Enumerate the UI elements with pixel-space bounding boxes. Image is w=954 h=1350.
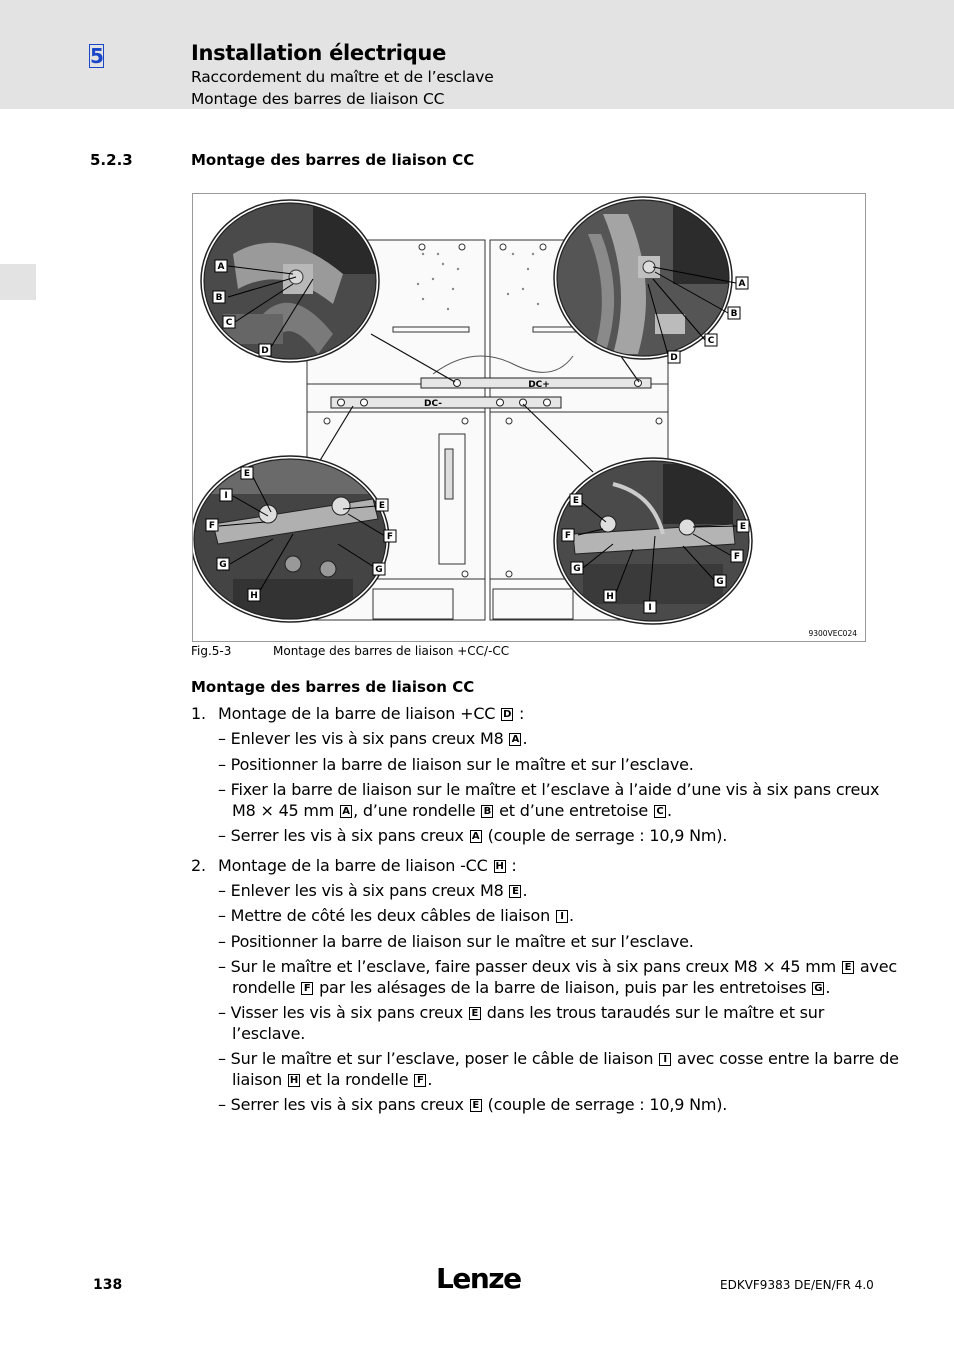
label-g-1	[217, 558, 229, 570]
label-i-2	[644, 601, 656, 613]
label-f-4	[731, 550, 743, 562]
label-h-1	[248, 589, 260, 601]
step-2-number: 2.	[191, 856, 206, 875]
svg-text:E: E	[243, 469, 251, 479]
svg-text:C: C	[225, 318, 233, 328]
label-d-1	[259, 344, 271, 356]
label-e-4	[737, 520, 749, 532]
label-c-1	[223, 316, 235, 328]
svg-text:F: F	[386, 532, 394, 542]
step-2-item-4: – Sur le maître et l’esclave, faire passer deux vis à six pans creux M8 × 45 mm E avec	[218, 957, 897, 976]
svg-text:A: A	[738, 279, 746, 289]
step-2-item-1: – Enlever les vis à six pans creux M8 E .	[218, 881, 528, 900]
key-c: C	[654, 805, 666, 818]
svg-text:I: I	[648, 603, 652, 613]
key-e: E	[470, 1099, 482, 1112]
label-b-1	[213, 291, 225, 303]
key-a: A	[509, 733, 521, 746]
svg-text:I: I	[224, 491, 228, 501]
dc-busbar-illustration	[193, 194, 865, 641]
step-1-item-2: – Positionner la barre de liaison sur le maître et sur l’esclave.	[218, 755, 694, 774]
label-f-3	[562, 529, 574, 541]
header-subtitle-2: Montage des barres de liaison CC	[191, 90, 445, 108]
step-2-item-5: – Visser les vis à six pans creux E dans les trous taraudés sur le maître et sur	[218, 1003, 825, 1022]
dc-minus-label: DC-	[423, 399, 443, 409]
step-2-item-7: – Serrer les vis à six pans creux E (couple de serrage : 10,9 Nm).	[218, 1095, 728, 1114]
key-e: E	[469, 1007, 481, 1020]
step-2-item-4-cont: rondelle F par les alésages de la barre de liaison, puis par les entretoises G .	[232, 978, 831, 997]
figure-frame	[192, 193, 866, 642]
step-1-title: Montage de la barre de liaison +CC D :	[218, 704, 525, 723]
label-e-3	[570, 494, 582, 506]
svg-text:C: C	[707, 336, 715, 346]
svg-text:G: G	[219, 560, 227, 570]
key-b: B	[481, 805, 493, 818]
label-f-1	[206, 519, 218, 531]
label-h-2	[604, 590, 616, 602]
svg-text:G: G	[716, 577, 724, 587]
key-h: H	[289, 1075, 298, 1086]
svg-text:D: D	[261, 346, 269, 356]
figure-number: Fig.5-3	[191, 644, 232, 658]
label-b-2	[728, 307, 740, 319]
svg-text:F: F	[733, 552, 741, 562]
section-number: 5.2.3	[90, 151, 133, 169]
page-number: 138	[93, 1277, 123, 1293]
key-f: F	[301, 982, 313, 995]
label-c-2	[705, 334, 717, 346]
figure-code: 9300VEC024	[808, 629, 857, 638]
svg-text:H: H	[606, 592, 614, 602]
key-d: D	[503, 709, 512, 720]
svg-text:H: H	[250, 591, 258, 601]
label-g-3	[571, 562, 583, 574]
label-g-2	[373, 563, 385, 575]
sub-heading: Montage des barres de liaison CC	[191, 678, 475, 696]
svg-text:E: E	[739, 522, 747, 532]
label-e-1	[241, 467, 253, 479]
svg-text:F: F	[208, 521, 216, 531]
step-1-item-3: – Fixer la barre de liaison sur le maître et l’esclave à l’aide d’une vis à six pans creux	[218, 780, 880, 799]
step-2-item-6: – Sur le maître et sur l’esclave, poser le câble de liaison I avec cosse entre la barre de	[218, 1049, 899, 1068]
key-i: I	[659, 1053, 671, 1066]
key-h: H	[495, 861, 504, 872]
chapter-number-link[interactable]: 5	[90, 44, 104, 68]
chapter-title: Installation électrique	[191, 41, 447, 65]
document-code: EDKVF9383 DE/EN/FR 4.0	[720, 1278, 874, 1292]
step-2-item-5-cont: l’esclave.	[232, 1024, 306, 1043]
label-a-2	[736, 277, 748, 289]
label-g-4	[714, 575, 726, 587]
label-d-2	[668, 351, 680, 363]
key-a: A	[340, 805, 352, 818]
svg-text:D: D	[670, 353, 678, 363]
key-f: F	[414, 1074, 426, 1087]
svg-text:B: B	[215, 293, 223, 303]
svg-text:G: G	[573, 564, 581, 574]
step-2-item-2: – Mettre de côté les deux câbles de liaison I .	[218, 906, 574, 925]
label-f-2	[384, 530, 396, 542]
step-2-item-3: – Positionner la barre de liaison sur le maître et sur l’esclave.	[218, 932, 694, 951]
side-tab-marker	[0, 264, 36, 300]
key-a: A	[470, 830, 482, 843]
svg-text:F: F	[564, 531, 572, 541]
header-subtitle-1: Raccordement du maître et de l’esclave	[191, 68, 494, 86]
key-e: E	[509, 885, 521, 898]
key-e: E	[842, 961, 854, 974]
svg-text:B: B	[730, 309, 738, 319]
key-i: I	[556, 910, 568, 923]
step-1-item-1: – Enlever les vis à six pans creux M8 A .	[218, 729, 528, 748]
dc-plus-label: DC+	[528, 380, 550, 390]
header-band	[0, 0, 954, 109]
lenze-logo: Lenze	[436, 1262, 521, 1295]
step-1-item-3-cont: M8 × 45 mm A , d’une rondelle B et d’une entretoise C .	[232, 801, 672, 820]
section-title: Montage des barres de liaison CC	[191, 151, 475, 169]
step-1-number: 1.	[191, 704, 206, 723]
label-e-2	[376, 499, 388, 511]
label-a-1	[215, 260, 227, 272]
svg-text:A: A	[217, 262, 225, 272]
svg-text:G: G	[375, 565, 383, 575]
svg-text:E: E	[572, 496, 580, 506]
svg-text:E: E	[378, 501, 386, 511]
step-2-item-6-cont: liaison H et la rondelle F .	[232, 1070, 433, 1089]
figure-caption: Montage des barres de liaison +CC/-CC	[273, 644, 510, 658]
step-1-item-4: – Serrer les vis à six pans creux A (couple de serrage : 10,9 Nm).	[218, 826, 728, 845]
label-i-1	[220, 489, 232, 501]
step-2-title: Montage de la barre de liaison -CC H :	[218, 856, 517, 875]
dc-plus-busbar	[421, 378, 651, 390]
key-g: G	[814, 983, 823, 994]
